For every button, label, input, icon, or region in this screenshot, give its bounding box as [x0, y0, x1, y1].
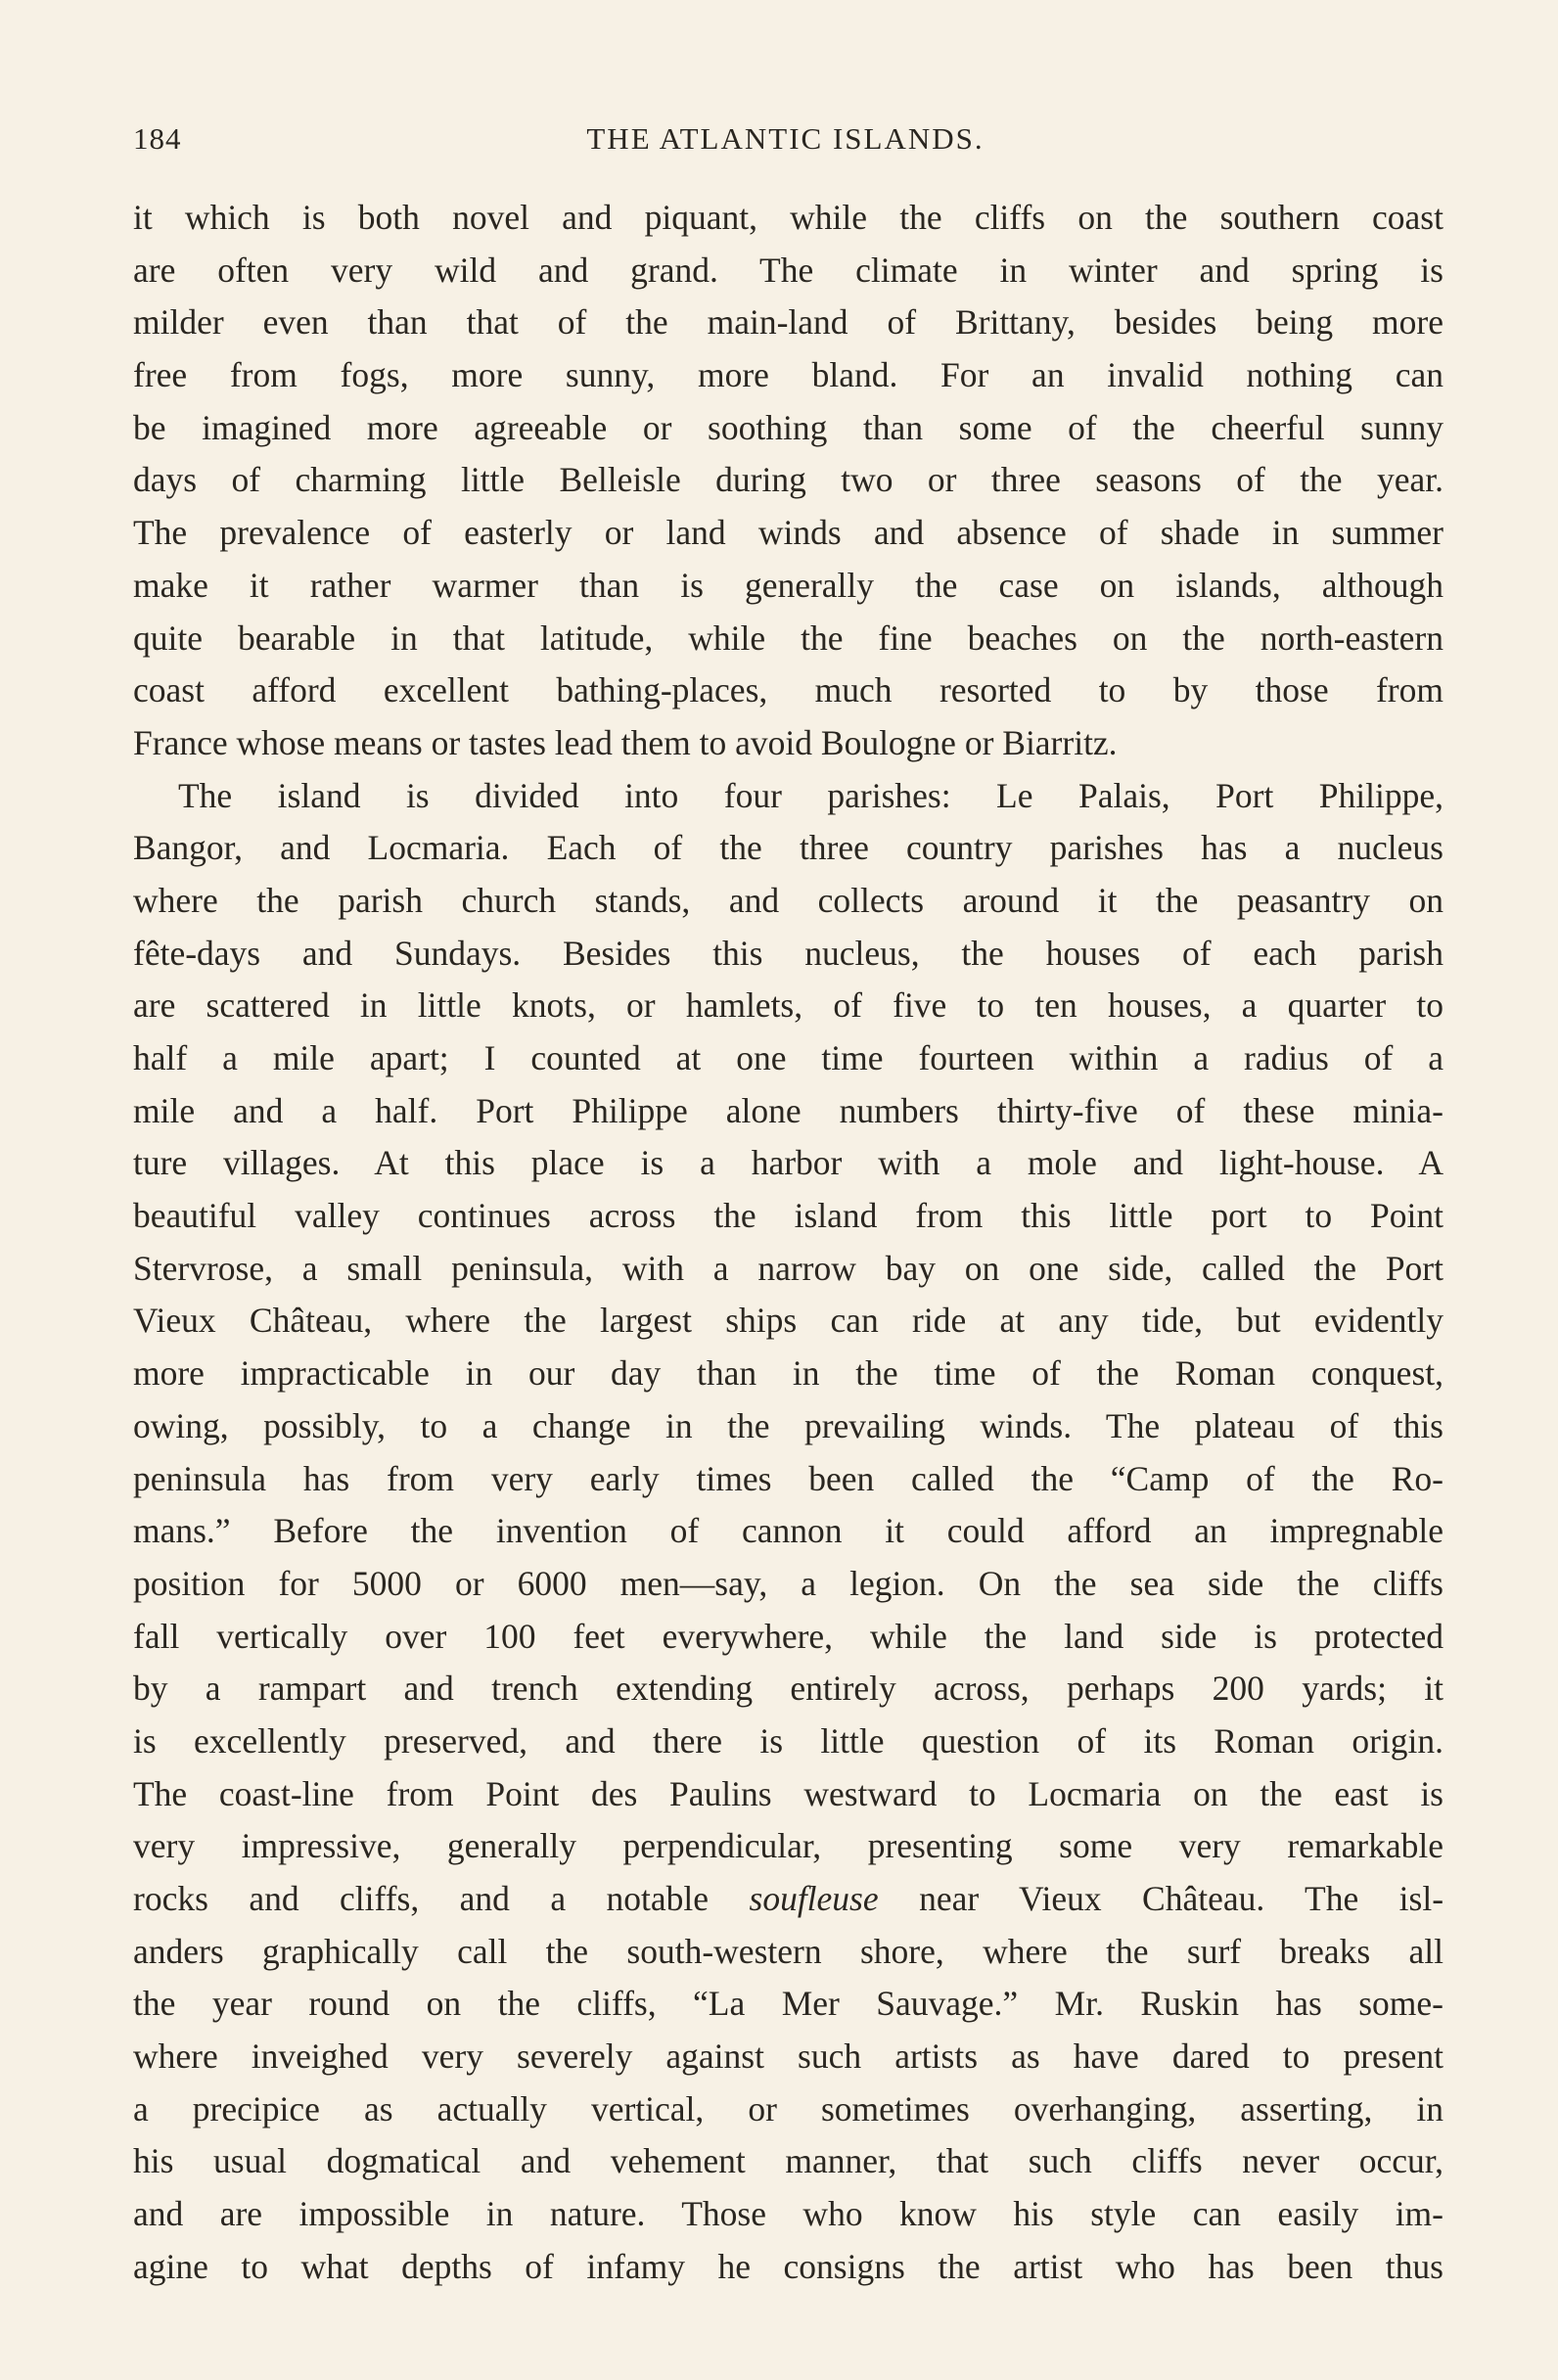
- text-line: more impracticable in our day than in the time of the Roman conquest,: [133, 1353, 1443, 1394]
- text-line: peninsula has from very early times been called the “Camp of the Ro-: [133, 1458, 1443, 1498]
- text-line: be imagined more agreeable or soothing than some of the cheerful sunny: [133, 407, 1443, 447]
- text-line: milder even than that of the main-land of Brittany, besides being more: [133, 302, 1443, 343]
- text-line: anders graphically call the south-western shore, where the surf breaks all: [133, 1931, 1443, 1971]
- text-line: and are impossible in nature. Those who know his style can easily im-: [133, 2194, 1443, 2234]
- italic-word: soufleuse: [749, 1879, 879, 1918]
- text-line: by a rampart and trench extending entirely across, perhaps 200 yards; it: [133, 1669, 1443, 1709]
- text-line: The island is divided into four parishes: Le Palais, Port Philippe,: [178, 775, 1443, 815]
- text-line: [133, 1873, 1443, 1926]
- text-line: agine to what depths of infamy he consigns the artist who has been thus: [133, 2246, 1443, 2286]
- text-line: fall vertically over 100 feet everywhere, while the land side is protected: [133, 1616, 1443, 1656]
- text-line: Bangor, and Locmaria. Each of the three country parishes has a nucleus: [133, 828, 1443, 868]
- text-line: coast afford excellent bathing-places, much resorted to by those from: [133, 670, 1443, 710]
- text-line: position for 5000 or 6000 men—say, a legion. On the sea side the cliffs: [133, 1563, 1443, 1603]
- text-segment: near Vieux Château. The isl-: [919, 1879, 1443, 1918]
- text-line: are scattered in little knots, or hamlets, of five to ten houses, a quarter to: [133, 985, 1443, 1026]
- text-line: Stervrose, a small peninsula, with a narrow bay on one side, called the Port: [133, 1248, 1443, 1288]
- text-segment: rocks and cliffs, and a notable: [133, 1879, 710, 1918]
- text-line: where inveighed very severely against such artists as have dared to present: [133, 2037, 1443, 2077]
- text-line: very impressive, generally perpendicular, presenting some very remarkable: [133, 1826, 1443, 1866]
- text-line: the year round on the cliffs, “La Mer Sauvage.” Mr. Ruskin has some-: [133, 1984, 1443, 2024]
- text-line: France whose means or tastes lead them to avoid Boulogne or Biarritz.: [133, 722, 1118, 762]
- text-line: is excellently preserved, and there is little question of its Roman origin.: [133, 1720, 1443, 1761]
- body-text: [133, 192, 1443, 2294]
- text-line: The prevalence of easterly or land winds and absence of shade in summer: [133, 513, 1443, 553]
- text-line: fête-days and Sundays. Besides this nucleus, the houses of each parish: [133, 933, 1443, 973]
- text-line: ture villages. At this place is a harbor with a mole and light-house. A: [133, 1143, 1443, 1183]
- text-line: quite bearable in that latitude, while the fine beaches on the north-eastern: [133, 618, 1443, 658]
- text-line: where the parish church stands, and collects around it the peasantry on: [133, 880, 1443, 920]
- text-line: it which is both novel and piquant, while the cliffs on the southern coast: [133, 198, 1443, 237]
- text-line: The coast-line from Point des Paulins westward to Locmaria on the east is: [133, 1773, 1443, 1813]
- text-line: Vieux Château, where the largest ships can ride at any tide, but evidently: [133, 1301, 1443, 1341]
- text-line: make it rather warmer than is generally the case on islands, although: [133, 565, 1443, 605]
- text-line: his usual dogmatical and vehement manner, that such cliffs never occur,: [133, 2141, 1443, 2181]
- text-line: free from fogs, more sunny, more bland. For an invalid nothing can: [133, 355, 1443, 395]
- text-line: half a mile apart; I counted at one time fourteen within a radius of a: [133, 1038, 1443, 1077]
- running-head: [127, 121, 1443, 164]
- text-line: a precipice as actually vertical, or sometimes overhanging, asserting, in: [133, 2088, 1443, 2128]
- text-line: owing, possibly, to a change in the prevailing winds. The plateau of this: [133, 1405, 1443, 1445]
- text-line: days of charming little Belleisle during two or three seasons of the year.: [133, 460, 1443, 500]
- text-line: are often very wild and grand. The climate in winter and spring is: [133, 250, 1443, 290]
- text-line: mans.” Before the invention of cannon it could afford an impregnable: [133, 1511, 1443, 1551]
- running-title: THE ATLANTIC ISLANDS.: [586, 121, 985, 156]
- page-number: 184: [133, 121, 182, 156]
- text-line: mile and a half. Port Philippe alone numbers thirty-five of these minia-: [133, 1090, 1443, 1130]
- text-line: beautiful valley continues across the island from this little port to Point: [133, 1196, 1443, 1236]
